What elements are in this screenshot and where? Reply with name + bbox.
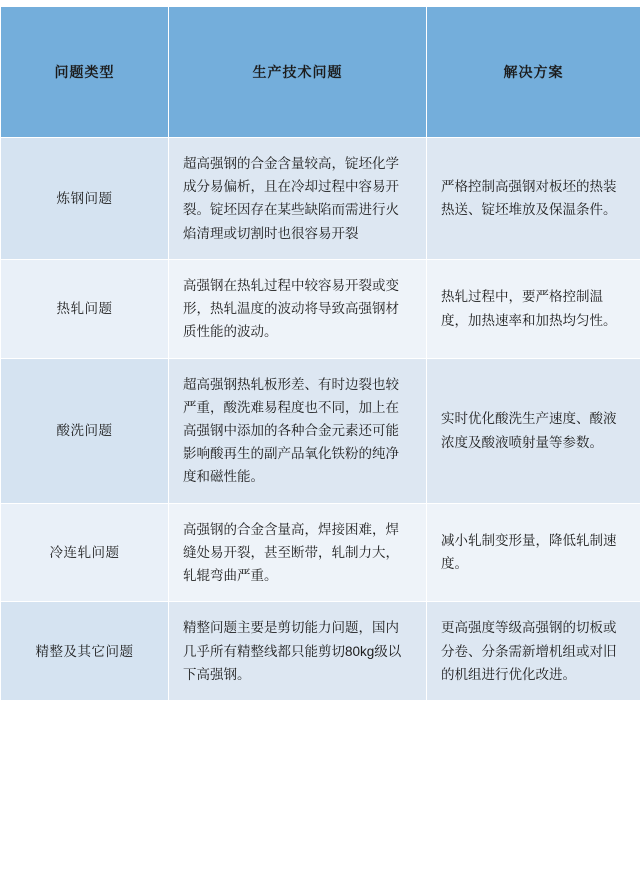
table-row bbox=[1, 602, 640, 701]
cell-solution: 减小轧制变形量，降低轧制速度。 bbox=[427, 503, 640, 602]
cell-issue-type: 酸洗问题 bbox=[1, 358, 169, 503]
cell-production-issue: 精整问题主要是剪切能力问题，国内几乎所有精整线都只能剪切80kg级以下高强钢。 bbox=[169, 602, 427, 701]
cell-solution: 严格控制高强钢对板坯的热装热送、锭坯堆放及保温条件。 bbox=[427, 138, 640, 260]
table-row bbox=[1, 259, 640, 358]
column-header-solution: 解决方案 bbox=[427, 7, 640, 138]
cell-production-issue: 高强钢在热轧过程中较容易开裂或变形，热轧温度的波动将导致高强钢材质性能的波动。 bbox=[169, 259, 427, 358]
table-header-row bbox=[1, 7, 640, 138]
column-header-production-issue: 生产技术问题 bbox=[169, 7, 427, 138]
table-body bbox=[1, 138, 640, 701]
cell-issue-type: 热轧问题 bbox=[1, 259, 169, 358]
cell-solution: 实时优化酸洗生产速度、酸液浓度及酸液喷射量等参数。 bbox=[427, 358, 640, 503]
cell-issue-type: 冷连轧问题 bbox=[1, 503, 169, 602]
table-row bbox=[1, 138, 640, 260]
cell-solution: 更高强度等级高强钢的切板或分卷、分条需新增机组或对旧的机组进行优化改进。 bbox=[427, 602, 640, 701]
cell-production-issue: 超高强钢的合金含量较高，锭坯化学成分易偏析，且在冷却过程中容易开裂。锭坯因存在某些缺陷而需进行火焰清理或切割时也很容易开裂 bbox=[169, 138, 427, 260]
cell-production-issue: 超高强钢热轧板形差、有时边裂也较严重，酸洗难易程度也不同，加上在高强钢中添加的各种合金元素还可能影响酸再生的副产品氧化铁粉的纯净度和磁性能。 bbox=[169, 358, 427, 503]
cell-solution: 热轧过程中，要严格控制温度，加热速率和加热均匀性。 bbox=[427, 259, 640, 358]
cell-production-issue: 高强钢的合金含量高，焊接困难，焊缝处易开裂，甚至断带，轧制力大，轧辊弯曲严重。 bbox=[169, 503, 427, 602]
table-row bbox=[1, 358, 640, 503]
cell-issue-type: 精整及其它问题 bbox=[1, 602, 169, 701]
table-header bbox=[1, 7, 640, 138]
table-row bbox=[1, 503, 640, 602]
cell-issue-type: 炼钢问题 bbox=[1, 138, 169, 260]
issue-table bbox=[0, 6, 640, 701]
column-header-issue-type: 问题类型 bbox=[1, 7, 169, 138]
